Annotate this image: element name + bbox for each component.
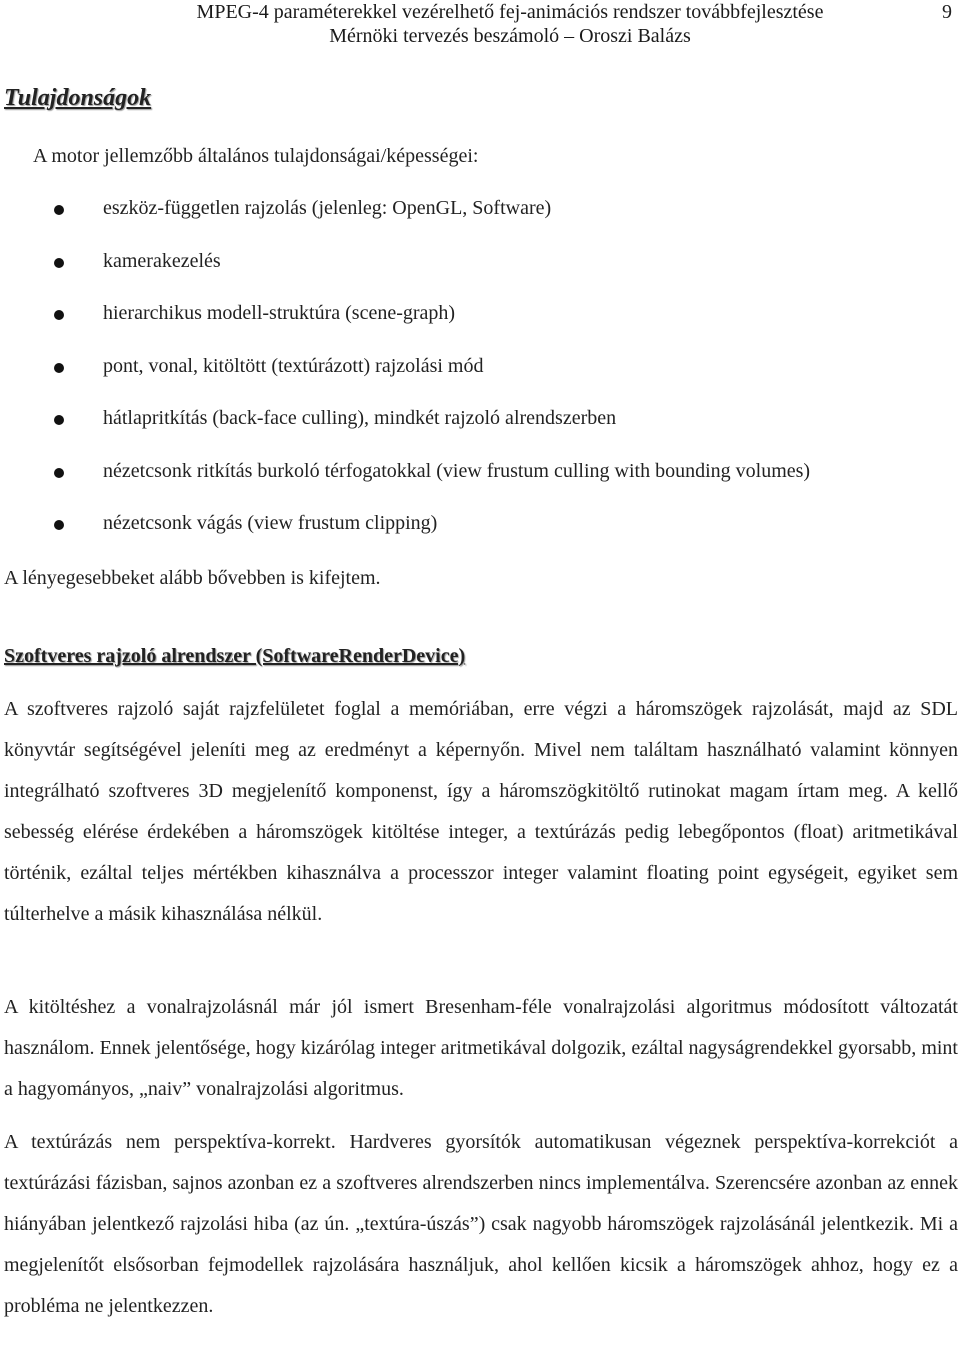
list-item <box>0 249 960 302</box>
list-item-label: eszköz-független rajzolás (jelenleg: OpenGL, Software) <box>103 197 552 219</box>
list-item-label: kamerakezelés <box>103 249 221 272</box>
paragraph-2: A kitöltéshez a vonalrajzolásnál már jól ismert Bresenham-féle vonalrajzolási algoritmus módosított változatát használom. Ennek jelentősége, hogy kizárólag integer aritmetikával dolgozik, ezáltal nagyságrendekkel gyorsabb, mint a hagyományos, „naiv” vonalrajzolási algoritmus. <box>4 996 958 1100</box>
bullet-icon <box>54 363 64 373</box>
list-item-label: hierarchikus modell-struktúra (scene-graph) <box>103 302 456 324</box>
list-item-label: nézetcsonk vágás (view frustum clipping) <box>103 512 438 534</box>
feature-list <box>0 196 960 564</box>
list-item <box>0 511 960 564</box>
list-item <box>0 406 960 459</box>
bullet-icon <box>54 520 64 530</box>
paragraph-3: A textúrázás nem perspektíva-korrekt. Hardveres gyorsítók automatikusan végeznek perspektíva-korrekciót a textúrázási fázisban, sajnos azonban ez a szoftveres alrendszerben nincs implementálva. Szerencsére azonban az ennek hiányában jelentkező rajzolási hiba (az ún. „textúra-úszás”) csak nagyobb háromszögek rajzolásánál jelentkezik. Mi a megjelenítőt elsősorban fejmodellek rajzolására használjuk, ahol kellően kicsik a háromszögek ahhoz, hogy ez a probléma ne jelentkezzen. <box>4 1131 958 1317</box>
page-header <box>60 0 960 52</box>
list-item <box>0 459 960 512</box>
section-intro: A motor jellemzőbb általános tulajdonságai/képességei: <box>33 145 479 167</box>
list-item <box>0 354 960 407</box>
list-item <box>0 196 960 249</box>
page-number: 9 <box>942 1 952 23</box>
list-item-label: hátlapritkítás (back-face culling), mindkét rajzoló alrendszerben <box>103 407 617 429</box>
bullet-icon <box>54 258 64 268</box>
header-title-line2: Mérnöki tervezés beszámoló – Oroszi Balázs <box>329 25 691 47</box>
bullet-icon <box>54 205 64 215</box>
section-outro: A lényegesebbeket alább bővebben is kifejtem. <box>4 567 381 589</box>
header-title-line1: MPEG-4 paraméterekkel vezérelhető fej-animációs rendszer továbbfejlesztése <box>196 1 824 23</box>
bullet-icon <box>54 415 64 425</box>
bullet-icon <box>54 310 64 320</box>
subsection-title: Szoftveres rajzoló alrendszer (SoftwareRenderDevice) <box>4 645 466 667</box>
bullet-icon <box>54 468 64 478</box>
list-item-label: nézetcsonk ritkítás burkoló térfogatokkal (view frustum culling with bounding volumes) <box>103 459 811 482</box>
list-item-label: pont, vonal, kitöltött (textúrázott) rajzolási mód <box>103 354 484 377</box>
section-title: Tulajdonságok <box>4 85 152 111</box>
list-item <box>0 301 960 354</box>
paragraph-1: A szoftveres rajzoló saját rajzfelületet foglal a memóriában, erre végzi a háromszögek rajzolását, majd az SDL könyvtár segítségével jeleníti meg az eredményt a képernyőn. Mivel nem találtam használható valamint könnyen integrálható szoftveres 3D megjelenítő komponenst, így a háromszögkitöltő rutinokat magam írtam meg. A kellő sebesség elérése érdekében a háromszögek kitöltése integer, a textúrázás pedig lebegőpontos (float) aritmetikával történik, ezáltal teljes mértékben kihasználva a processzor integer valamint floating point egységeit, egyiket sem túlterhelve a másik kihasználása nélkül. <box>4 698 958 925</box>
